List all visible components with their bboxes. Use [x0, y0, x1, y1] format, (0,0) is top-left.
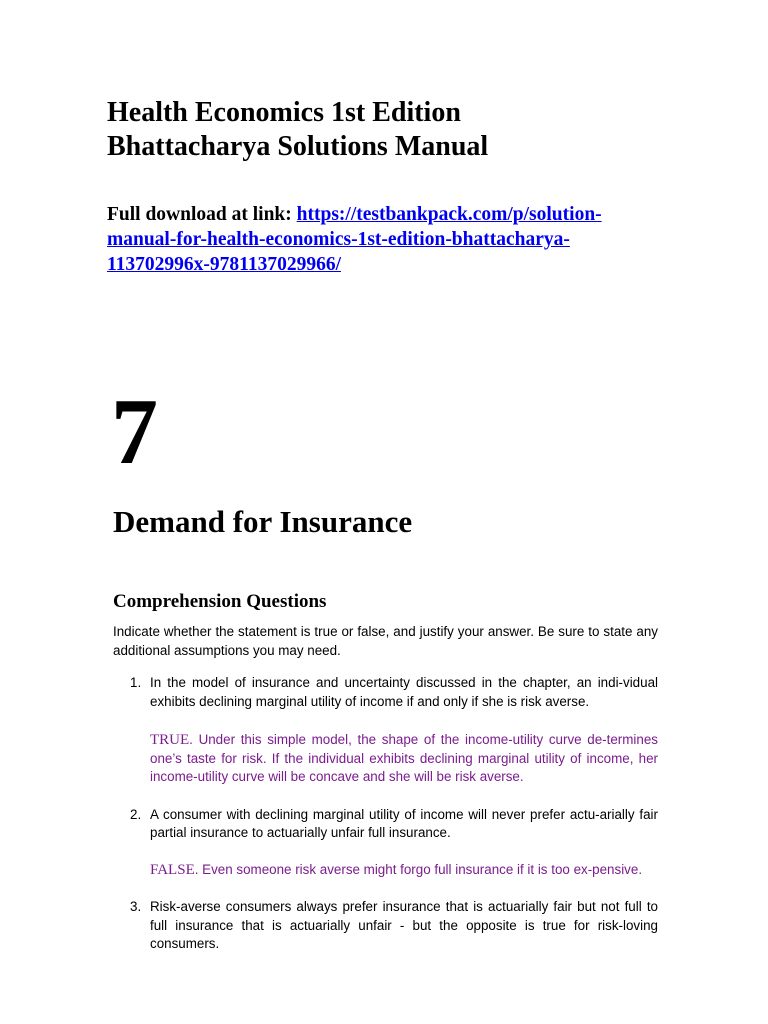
question-item	[113, 898, 658, 954]
answer-explanation: . Even someone risk averse might forgo full insurance if it is too ex-pensive.	[194, 861, 643, 877]
answer	[150, 861, 658, 880]
instructions-text: Indicate whether the statement is true or false, and justify your answer. Be sure to state any additional assumptions you may need.	[113, 624, 658, 658]
answer-verdict: TRUE	[150, 732, 190, 748]
answer-explanation: . Under this simple model, the shape of the income-utility curve de-termines one’s taste for risk. If the individual exhibits declining marginal utility of income, her income-utility curve will be concave and she will be risk averse.	[150, 732, 658, 784]
answer	[150, 731, 658, 787]
chapter-number: 7	[111, 380, 158, 484]
answer-verdict: FALSE	[150, 861, 195, 878]
question-number: 2.	[130, 806, 142, 822]
question-text: In the model of insurance and uncertainty discussed in the chapter, an indi-vidual exhibits declining marginal utility of income if and only if she is risk averse.	[150, 675, 658, 709]
document-title	[107, 96, 707, 164]
download-link[interactable]: https://testbankpack.com/p/solution-manual-for-health-economics-1st-edition-bhattacharya-113702996x-9781137029966/	[107, 204, 602, 275]
question-text: A consumer with declining marginal utility of income will never prefer actu-arially fair partial insurance to actuarially unfair full insurance.	[150, 806, 658, 840]
question-list	[113, 674, 658, 954]
chapter-title: Demand for Insurance	[113, 504, 413, 539]
section-heading: Comprehension Questions	[113, 591, 327, 612]
document-title-line-2: Bhattacharya Solutions Manual	[107, 131, 489, 162]
question-item	[113, 806, 658, 880]
document-title-line-1: Health Economics 1st Edition	[107, 97, 461, 128]
download-label: Full download at link:	[107, 204, 297, 225]
question-text: Risk-averse consumers always prefer insurance that is actuarially fair but not full to full insurance that is actuarially unfair - but the opposite is true for risk-loving consumers.	[150, 899, 658, 951]
question-number: 3.	[130, 899, 142, 914]
question-item	[113, 674, 658, 787]
question-number: 1.	[130, 675, 142, 690]
download-line	[107, 202, 647, 277]
